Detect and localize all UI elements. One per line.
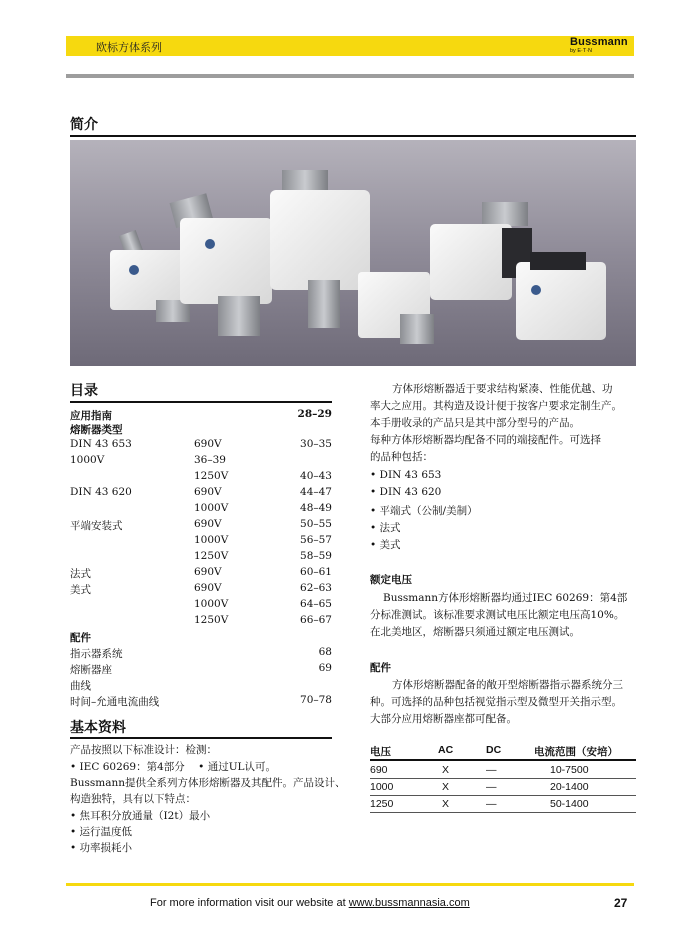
cell-dc: — bbox=[486, 781, 497, 793]
footer-note bbox=[150, 897, 470, 909]
cell-voltage: 1000 bbox=[370, 781, 394, 793]
toc-row bbox=[70, 534, 332, 550]
col-header-voltage: 电压 bbox=[370, 746, 391, 758]
option-item: 法式 bbox=[379, 522, 401, 534]
cell-current: 50-1400 bbox=[550, 798, 589, 810]
fuse-product-photo bbox=[70, 140, 636, 366]
toc-row bbox=[70, 646, 332, 662]
toc-rule bbox=[70, 401, 332, 403]
toc-row bbox=[70, 694, 332, 710]
brand-name: Bussmann bbox=[570, 36, 628, 48]
toc-row bbox=[70, 582, 332, 598]
toc-pages: 69 bbox=[318, 662, 332, 674]
footer-text: For more information visit our website at bbox=[150, 897, 349, 909]
basics-body-line: Bussmann提供全系列方体形熔断器及其配件。产品设计、 bbox=[70, 777, 346, 789]
toc-pages: 64–65 bbox=[300, 598, 332, 610]
cell-dc: — bbox=[486, 764, 497, 776]
option-bullet: • 美式 bbox=[370, 539, 401, 551]
feature-item: 功率损耗小 bbox=[79, 842, 133, 854]
toc-label: 平端安装式 bbox=[70, 520, 123, 532]
basics-standard-item: • IEC 60269：第4部分 • 通过UL认可。 bbox=[70, 761, 277, 773]
toc-row bbox=[70, 486, 332, 502]
toc-pages: 58–59 bbox=[300, 550, 332, 562]
table-header-rule bbox=[370, 759, 636, 761]
toc-label: DIN 43 620 bbox=[70, 486, 132, 498]
toc-pages: 66–67 bbox=[300, 614, 332, 626]
feature-bullet: • 焦耳积分放通量（I2t）最小 bbox=[70, 810, 211, 822]
cell-dc: — bbox=[486, 798, 497, 810]
cell-ac: X bbox=[442, 764, 450, 776]
toc-pages: 60–61 bbox=[300, 566, 332, 578]
toc-sub: 690V bbox=[194, 518, 222, 530]
accessories-line: 大部分应用熔断器座都可配备。 bbox=[370, 713, 517, 725]
website-link[interactable]: www.bussmannasia.com bbox=[348, 897, 470, 909]
accessories-heading: 配件 bbox=[370, 662, 391, 674]
toc-label: 指示器系统 bbox=[70, 648, 123, 660]
col-header-dc: DC bbox=[486, 744, 502, 756]
toc-pages: 68 bbox=[318, 646, 332, 658]
basics-rule bbox=[70, 737, 332, 739]
table-row bbox=[370, 779, 636, 796]
footer-rule bbox=[66, 883, 634, 886]
toc-sub: 690V bbox=[194, 582, 222, 594]
option-bullet: • DIN 43 653 bbox=[370, 469, 442, 481]
toc-pages: 62–63 bbox=[300, 582, 332, 594]
cell-ac: X bbox=[442, 781, 450, 793]
toc-pages: 28–29 bbox=[297, 408, 332, 420]
toc-pages: 44–47 bbox=[300, 486, 332, 498]
basics-body-line: 构造独特，具有以下特点： bbox=[70, 793, 196, 805]
toc-sub: 1000V bbox=[194, 502, 229, 514]
toc-label: 应用指南 bbox=[70, 410, 112, 422]
col-header-ac: AC bbox=[438, 744, 454, 756]
toc-sub: 690V bbox=[194, 438, 222, 450]
feature-item: 焦耳积分放通量（I2t）最小 bbox=[79, 810, 211, 822]
ratings-table bbox=[370, 740, 636, 812]
basics-standards-intro: 产品按照以下标准设计：检测： bbox=[70, 744, 217, 756]
cell-ac: X bbox=[442, 798, 450, 810]
page-number: 27 bbox=[614, 896, 628, 910]
toc-row bbox=[70, 502, 332, 518]
toc-sub: 1250V bbox=[194, 470, 229, 482]
toc-label: 1000V bbox=[70, 454, 105, 466]
toc-sub: 1000V bbox=[194, 534, 229, 546]
toc-row bbox=[70, 518, 332, 534]
option-bullet: • DIN 43 620 bbox=[370, 486, 442, 498]
toc-row bbox=[70, 614, 332, 630]
accessories-line: 方体形熔断器配备的敞开型熔断器指示器系统分三 bbox=[392, 679, 623, 691]
toc-sub: 1000V bbox=[194, 598, 229, 610]
standard-ul: 通过UL认可。 bbox=[207, 761, 277, 773]
standard-iec: IEC 60269：第4部分 bbox=[79, 761, 185, 773]
toc-row bbox=[70, 422, 332, 438]
toc-row bbox=[70, 566, 332, 582]
option-bullet: • 平端式（公制/美制） bbox=[370, 505, 478, 517]
toc-sub: 1250V bbox=[194, 614, 229, 626]
toc-row bbox=[70, 550, 332, 566]
feature-item: 运行温度低 bbox=[79, 826, 133, 838]
cell-voltage: 690 bbox=[370, 764, 388, 776]
col-header-current-range: 电流范围（安培） bbox=[534, 746, 618, 758]
toc-pages: 48–49 bbox=[300, 502, 332, 514]
series-title: 欧标方体系列 bbox=[96, 41, 162, 54]
feature-bullet: • 运行温度低 bbox=[70, 826, 133, 838]
bussmann-logo bbox=[570, 35, 634, 57]
cell-current: 10-7500 bbox=[550, 764, 589, 776]
toc-sub: 36–39 bbox=[194, 454, 226, 466]
intro-para-line: 率大之应用。其构造及设计便于按客户要求定制生产。 bbox=[370, 400, 622, 412]
toc-heading: 目录 bbox=[70, 383, 98, 399]
table-row bbox=[370, 762, 636, 779]
table-row bbox=[370, 796, 636, 813]
toc-row bbox=[70, 630, 332, 646]
toc-label: DIN 43 653 bbox=[70, 438, 132, 450]
basics-heading: 基本资料 bbox=[70, 720, 126, 736]
toc-label: 时间–允通电流曲线 bbox=[70, 696, 160, 708]
intro-rule bbox=[70, 135, 636, 137]
toc-pages: 56–57 bbox=[300, 534, 332, 546]
toc-label: 法式 bbox=[70, 568, 91, 580]
toc-label: 熔断器座 bbox=[70, 664, 112, 676]
toc-label: 配件 bbox=[70, 632, 91, 644]
cell-voltage: 1250 bbox=[370, 798, 394, 810]
toc-label: 曲线 bbox=[70, 680, 91, 692]
toc-row bbox=[70, 598, 332, 614]
option-bullet: • 法式 bbox=[370, 522, 401, 534]
option-item: 美式 bbox=[379, 539, 401, 551]
toc-row bbox=[70, 678, 332, 694]
intro-para-line: 方体形熔断器适于要求结构紧凑、性能优越、功 bbox=[392, 383, 613, 395]
toc-sub: 1250V bbox=[194, 550, 229, 562]
toc-label: 美式 bbox=[70, 584, 91, 596]
toc-row bbox=[70, 470, 332, 486]
toc-pages: 50–55 bbox=[300, 518, 332, 530]
brand-subline: by E·T·N bbox=[570, 48, 592, 54]
toc-pages: 30–35 bbox=[300, 438, 332, 450]
rated-voltage-line: 在北美地区，熔断器只须通过额定电压测试。 bbox=[370, 626, 580, 638]
toc-sub: 690V bbox=[194, 566, 222, 578]
rated-voltage-heading: 额定电压 bbox=[370, 574, 412, 586]
rated-voltage-line: Bussmann方体形熔断器均通过IEC 60269：第4部 bbox=[383, 592, 628, 604]
option-item: 平端式（公制/美制） bbox=[379, 505, 478, 517]
toc-sub: 690V bbox=[194, 486, 222, 498]
feature-bullet: • 功率损耗小 bbox=[70, 842, 133, 854]
option-item: DIN 43 620 bbox=[379, 486, 442, 498]
intro-para-line: 的品种包括： bbox=[370, 451, 433, 463]
toc-pages: 70–78 bbox=[300, 694, 332, 706]
intro-para-line: 本手册收录的产品只是其中部分型号的产品。 bbox=[370, 417, 580, 429]
intro-para-line: 每种方体形熔断器均配备不同的端接配件。可选择 bbox=[370, 434, 601, 446]
accessories-line: 种。可选择的品种包括视觉指示型及微型开关指示型。 bbox=[370, 696, 622, 708]
toc-pages: 40–43 bbox=[300, 470, 332, 482]
cell-current: 20-1400 bbox=[550, 781, 589, 793]
toc-label: 熔断器类型 bbox=[70, 424, 123, 436]
toc-row bbox=[70, 454, 332, 470]
intro-heading: 简介 bbox=[70, 117, 98, 133]
option-item: DIN 43 653 bbox=[379, 469, 442, 481]
toc-row bbox=[70, 438, 332, 454]
header-rule bbox=[66, 74, 634, 78]
rated-voltage-line: 分标准测试。该标准要求测试电压比额定电压高10%。 bbox=[370, 609, 625, 621]
toc-row bbox=[70, 662, 332, 678]
